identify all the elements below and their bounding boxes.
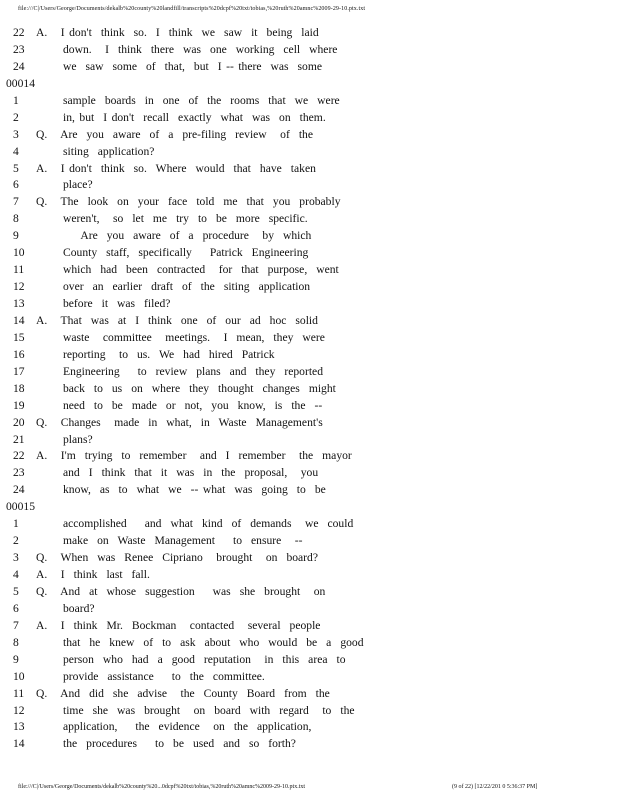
line-text: Engineering to review plans and they reported — [36, 364, 323, 378]
line-text: before it was filed? — [36, 297, 171, 310]
transcript-line — [0, 533, 618, 550]
line-text: waste committee meetings. I mean, they were — [36, 330, 325, 344]
line-number: 5 — [13, 584, 19, 598]
line-number: 4 — [13, 568, 19, 581]
transcript-line — [0, 415, 618, 432]
line-text: back to us on where they thought changes might — [36, 381, 336, 395]
line-text: Q. Are you aware of a pre-filing review of the — [36, 127, 313, 141]
line-number: 24 — [13, 59, 25, 73]
line-text: weren't, so let me try to be more specific. — [36, 212, 308, 226]
line-number: 12 — [13, 703, 25, 717]
line-number: 9 — [13, 229, 19, 243]
transcript-line — [0, 686, 618, 703]
line-number: 2 — [13, 110, 19, 124]
transcript-line — [0, 228, 618, 245]
line-text: A. That was at I think one of our ad hoc solid — [36, 313, 318, 327]
line-number: 6 — [13, 178, 19, 192]
line-text: Q. The look on your face told me that you probably — [36, 195, 341, 209]
line-text: Q. When was Renee Cipriano brought on board? — [36, 551, 318, 565]
file-path-footer: file:///C|/Users/George/Documents/dekalb%20county%20...0dcpf%20txt/tobias,%20ruth%20amnc%2009-29-10.ptx.txt — [18, 784, 306, 790]
line-number: 4 — [13, 144, 19, 158]
line-number: 18 — [13, 381, 25, 395]
line-text: Q. Changes made in what, in Waste Management's — [36, 415, 323, 429]
transcript-body — [0, 25, 618, 753]
line-number: 3 — [13, 127, 19, 141]
line-text: A. I'm trying to remember and I remember the mayor — [36, 449, 352, 463]
transcript-line — [0, 262, 618, 279]
transcript-line — [0, 584, 618, 601]
transcript-line — [0, 245, 618, 262]
transcript-line — [0, 144, 618, 161]
line-text: accomplished and what kind of demands we could — [36, 517, 354, 531]
transcript-line — [0, 161, 618, 178]
line-number: 23 — [13, 42, 25, 56]
line-number: 24 — [13, 483, 25, 497]
line-text: time she was brought on board with regard to the — [36, 703, 355, 717]
line-text: and I think that it was in the proposal, you — [36, 466, 319, 480]
line-text: A. I think Mr. Bockman contacted several people — [36, 618, 321, 632]
transcript-line — [0, 127, 618, 144]
line-number: 14 — [13, 737, 25, 751]
transcript-line — [0, 703, 618, 720]
line-number: 7 — [13, 618, 19, 632]
line-number: 13 — [13, 297, 25, 310]
transcript-line — [0, 110, 618, 127]
line-number: 22 — [13, 26, 25, 39]
line-number: 11 — [13, 686, 25, 700]
line-number: 12 — [13, 280, 25, 294]
line-number: 7 — [13, 195, 19, 209]
line-number: 17 — [13, 364, 25, 378]
transcript-line — [0, 93, 618, 110]
page-number-text: 00015 — [6, 500, 35, 514]
transcript-line — [0, 669, 618, 686]
line-number: 2 — [13, 534, 19, 548]
line-text: A. I think last fall. — [36, 568, 150, 581]
line-number: 22 — [13, 449, 25, 463]
transcript-line — [0, 177, 618, 194]
transcript-line — [0, 330, 618, 347]
line-text: over an earlier draft of the siting application — [36, 280, 311, 294]
transcript-line — [0, 42, 618, 59]
line-text: which had been contracted for that purpose, went — [36, 263, 339, 277]
line-number: 5 — [13, 161, 19, 175]
line-number: 21 — [13, 432, 25, 446]
file-path-header: file:///C|/Users/George/Documents/dekalb%20county%20landfill/transcripts%20dcpf%20txt/tobias,%20ruth%20amnc%2009-29-10.ptx.txt — [18, 6, 366, 12]
transcript-line — [0, 635, 618, 652]
line-text: A. I don't think so. Where would that have taken — [36, 161, 316, 175]
transcript-line — [0, 381, 618, 398]
line-number: 11 — [13, 263, 25, 277]
transcript-line — [0, 398, 618, 415]
line-text: in, but I don't recall exactly what was on them. — [36, 110, 326, 124]
line-text: Q. And did she advise the County Board from the — [36, 686, 330, 700]
transcript-line — [0, 567, 618, 584]
line-number: 1 — [13, 93, 19, 107]
line-number: 9 — [13, 652, 19, 666]
line-text: plans? — [36, 432, 93, 446]
transcript-line — [0, 516, 618, 533]
transcript-line — [0, 313, 618, 330]
line-number: 19 — [13, 398, 25, 412]
page-number-marker — [0, 76, 618, 93]
line-text: reporting to us. We had hired Patrick — [36, 347, 275, 361]
line-number: 13 — [13, 720, 25, 734]
transcript-line — [0, 652, 618, 669]
transcript-line — [0, 364, 618, 381]
line-number: 20 — [13, 415, 25, 429]
line-number: 3 — [13, 551, 19, 565]
page-info-footer: (9 of 22) [12/22/201 0 5:36:37 PM] — [452, 784, 538, 790]
line-number: 10 — [13, 246, 25, 260]
line-number: 10 — [13, 669, 25, 683]
transcript-line — [0, 211, 618, 228]
transcript-line — [0, 279, 618, 296]
line-text: County staff, specifically Patrick Engineering — [36, 246, 309, 260]
line-text: that he knew of to ask about who would be a good — [36, 635, 364, 649]
line-number: 23 — [13, 466, 25, 480]
transcript-line — [0, 618, 618, 635]
transcript-line — [0, 448, 618, 465]
transcript-line — [0, 601, 618, 618]
transcript-line — [0, 719, 618, 736]
line-text: provide assistance to the committee. — [36, 669, 265, 683]
line-number: 15 — [13, 330, 25, 344]
line-text: Are you aware of a procedure by which — [36, 229, 312, 243]
line-text: person who had a good reputation in this area to — [36, 652, 346, 666]
line-text: board? — [36, 601, 95, 615]
line-text: A. I don't think so. I think we saw it being laid — [36, 26, 319, 39]
page-number-marker — [0, 499, 618, 516]
line-text: make on Waste Management to ensure -- — [36, 534, 303, 548]
line-number: 8 — [13, 212, 19, 226]
line-text: siting application? — [36, 144, 155, 158]
transcript-line — [0, 432, 618, 449]
line-text: place? — [36, 178, 93, 192]
line-text: we saw some of that, but I -- there was some — [36, 59, 322, 73]
transcript-line — [0, 296, 618, 313]
transcript-line — [0, 736, 618, 753]
line-text: application, the evidence on the application, — [36, 720, 312, 734]
line-number: 14 — [13, 313, 25, 327]
line-text: know, as to what we -- what was going to be — [36, 483, 326, 497]
transcript-line — [0, 25, 618, 42]
transcript-line — [0, 59, 618, 76]
line-text: Q. And at whose suggestion was she brought on — [36, 584, 326, 598]
line-text: down. I think there was one working cell where — [36, 42, 338, 56]
transcript-line — [0, 194, 618, 211]
transcript-line — [0, 482, 618, 499]
line-number: 8 — [13, 635, 19, 649]
line-number: 1 — [13, 517, 19, 531]
transcript-line — [0, 465, 618, 482]
line-text: need to be made or not, you know, is the -- — [36, 398, 323, 412]
transcript-line — [0, 347, 618, 364]
line-number: 16 — [13, 347, 25, 361]
transcript-line — [0, 550, 618, 567]
line-number: 6 — [13, 601, 19, 615]
line-text: sample boards in one of the rooms that we were — [36, 93, 340, 107]
page-number-text: 00014 — [6, 76, 35, 90]
line-text: the procedures to be used and so forth? — [36, 737, 296, 751]
